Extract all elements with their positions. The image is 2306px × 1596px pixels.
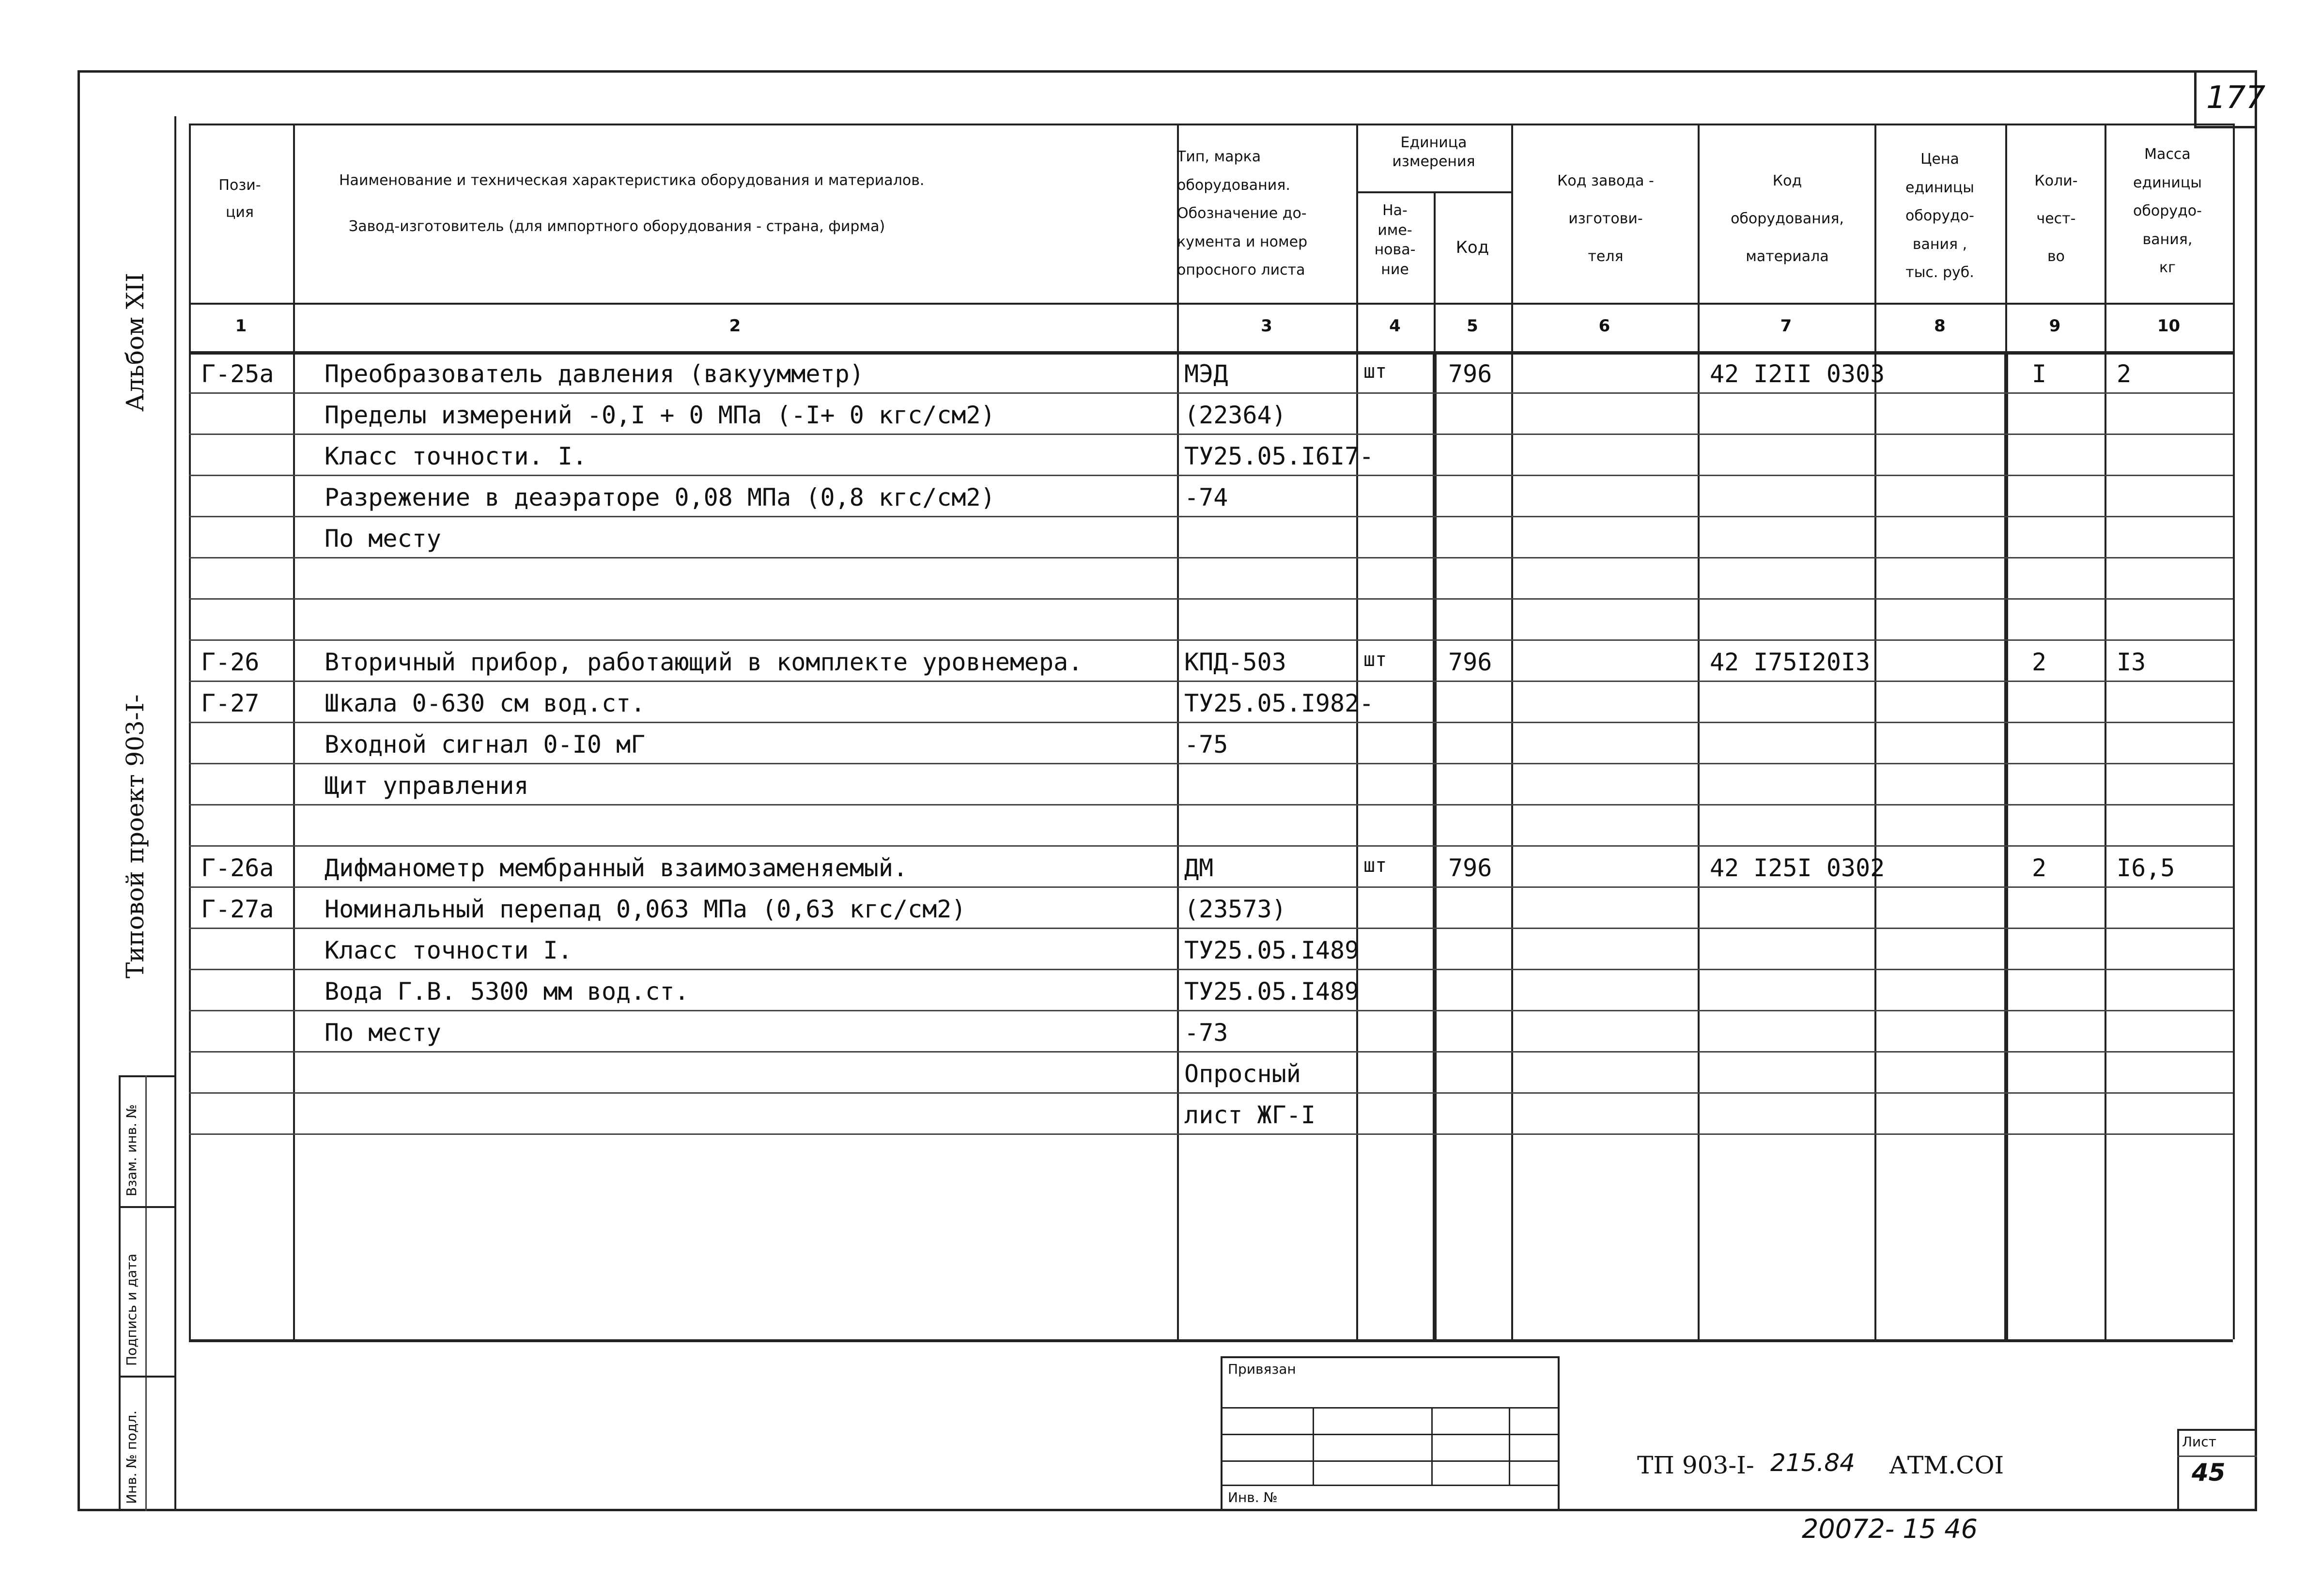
- inv-no-label: Инв. №: [1228, 1489, 1278, 1505]
- left-margin-line: [174, 116, 176, 1511]
- list-box-top: [2177, 1429, 2257, 1431]
- stamp-div-2: [119, 1376, 174, 1378]
- column-number-5: 5: [1467, 316, 1478, 336]
- column-number-3: 3: [1261, 316, 1272, 336]
- row-line-19: [189, 1133, 2233, 1135]
- column-line-6: [1698, 124, 1700, 1339]
- album-label: Альбом XII: [121, 273, 149, 412]
- list-box-left: [2177, 1429, 2179, 1511]
- row-line-16: [189, 1010, 2233, 1011]
- cell-unit: шт: [1363, 854, 1387, 877]
- header-unit-group: Единица измерения: [1392, 134, 1475, 170]
- column-number-6: 6: [1598, 316, 1610, 336]
- doc-code-suffix: АТМ.СОI: [1889, 1451, 2004, 1479]
- column-number-2: 2: [729, 316, 741, 336]
- cell-name: Входной сигнал 0-I0 мГ: [325, 730, 646, 759]
- header-unit-code: Код: [1455, 238, 1489, 257]
- list-box-mid: [2177, 1456, 2257, 1457]
- row-line-13: [189, 886, 2233, 888]
- privyazan-hline-4: [1221, 1485, 1560, 1486]
- cell-name: По месту: [325, 525, 441, 553]
- list-label: Лист: [2182, 1434, 2216, 1450]
- cell-name: Вторичный прибор, работающий в комплекте уровнемера.: [325, 648, 1083, 676]
- cell-type: -73: [1184, 1019, 1228, 1047]
- column-line-7: [1874, 124, 1876, 1339]
- cell-unit-code: 796: [1448, 360, 1492, 388]
- corner-sheet-number: 177: [2206, 80, 2266, 116]
- header-mass: Масса единицы оборудо- вания, кг: [2133, 146, 2202, 276]
- doc-code-handwritten: 215.84: [1770, 1449, 1855, 1477]
- row-line-9: [189, 722, 2233, 723]
- row-line-12: [189, 845, 2233, 847]
- colnum-top-line: [189, 303, 2233, 305]
- cell-name: По месту: [325, 1019, 441, 1047]
- row-line-4: [189, 516, 2233, 517]
- row-line-17: [189, 1051, 2233, 1053]
- column-line-10: [2233, 124, 2235, 1339]
- cell-name: Преобразователь давления (вакуумметр): [325, 360, 864, 388]
- cell-mass: I6,5: [2117, 854, 2175, 882]
- header-quantity: Коли- чест- во: [2034, 172, 2078, 265]
- row-line-14: [189, 928, 2233, 929]
- cell-quantity: 2: [2032, 648, 2047, 676]
- cell-equip-code: 42 I75I20I3: [1710, 648, 1871, 676]
- privyazan-vline-3: [1509, 1407, 1510, 1485]
- privyazan-label: Привязан: [1228, 1361, 1296, 1377]
- cell-position: Г-26а: [201, 854, 274, 882]
- privyazan-vline-1: [1313, 1407, 1314, 1485]
- cell-name: Пределы измерений -0,I + 0 МПа (-I+ 0 кгс/см2): [325, 401, 995, 429]
- row-line-3: [189, 475, 2233, 476]
- column-number-1: 1: [235, 316, 247, 336]
- cell-name: Шкала 0-630 см вод.ст.: [325, 689, 646, 717]
- column-line-2: [1177, 124, 1179, 1339]
- cell-unit-code: 796: [1448, 648, 1492, 676]
- column-number-7: 7: [1780, 316, 1792, 336]
- cell-quantity: 2: [2032, 854, 2047, 882]
- cell-name: Класс точности. I.: [325, 442, 587, 470]
- cell-quantity: I: [2032, 360, 2047, 388]
- header-position: Пози- ция: [218, 177, 261, 221]
- row-line-10: [189, 763, 2233, 764]
- cell-unit: шт: [1363, 649, 1387, 671]
- list-number: 45: [2192, 1458, 2226, 1487]
- cell-name: Вода Г.В. 5300 мм вод.ст.: [325, 977, 689, 1006]
- header-maker-code: Код завода - изготови- теля: [1557, 172, 1654, 265]
- column-line-9: [2105, 124, 2106, 1339]
- cell-position: Г-25а: [201, 360, 274, 388]
- row-line-8: [189, 681, 2233, 682]
- cell-type: ТУ25.05.I982-: [1184, 689, 1374, 717]
- table-bottom-line: [189, 1339, 2233, 1342]
- row-line-11: [189, 804, 2233, 806]
- cell-type: Опросный: [1184, 1060, 1301, 1088]
- privyazan-vline-2: [1431, 1407, 1433, 1485]
- cell-unit: шт: [1363, 360, 1387, 383]
- stamp-podpis-label: Подпись и дата: [124, 1254, 139, 1366]
- column-number-4: 4: [1389, 316, 1401, 336]
- cell-type: ТУ25.05.I489: [1184, 936, 1360, 964]
- cell-position: Г-26: [201, 648, 260, 676]
- cell-name: Класс точности I.: [325, 936, 573, 964]
- row-line-2: [189, 434, 2233, 435]
- header-name-line1: Наименование и техническая характеристика оборудования и материалов.: [339, 172, 925, 189]
- cell-type: ТУ25.05.I6I7-: [1184, 442, 1374, 470]
- cell-type: -74: [1184, 483, 1228, 511]
- row-line-1: [189, 392, 2233, 394]
- row-line-6: [189, 598, 2233, 600]
- colnum-bottom-line: [189, 351, 2233, 355]
- cell-type: лист ЖГ-I: [1184, 1101, 1316, 1129]
- stamp-vzam-label: Взам. инв. №: [124, 1104, 139, 1196]
- cell-name: Дифманометр мембранный взаимозаменяемый.: [325, 854, 908, 882]
- cell-type: ТУ25.05.I489: [1184, 977, 1360, 1006]
- cell-unit-code: 796: [1448, 854, 1492, 882]
- header-price: Цена единицы оборудо- вания , тыс. руб.: [1905, 151, 1974, 281]
- header-unit-name: На- име- нова- ние: [1374, 202, 1416, 278]
- cell-equip-code: 42 I2II 0303: [1710, 360, 1885, 388]
- unit-subheader-line: [1356, 191, 1511, 193]
- cell-name: Разрежение в деаэраторе 0,08 МПа (0,8 кгс/см2): [325, 483, 995, 511]
- column-number-10: 10: [2157, 316, 2181, 336]
- doc-code-prefix: ТП 903-I-: [1637, 1451, 1754, 1479]
- row-line-5: [189, 557, 2233, 558]
- cell-type: (22364): [1184, 401, 1286, 429]
- stamp-vline-2: [145, 1075, 147, 1511]
- cell-type: (23573): [1184, 895, 1286, 923]
- column-line-0: [189, 124, 191, 1339]
- cell-mass: I3: [2117, 648, 2146, 676]
- column-line-5: [1511, 124, 1513, 1339]
- stamp-vline-1: [119, 1075, 121, 1511]
- stamp-div-1: [119, 1206, 174, 1208]
- column-number-8: 8: [1934, 316, 1946, 336]
- column-number-9: 9: [2049, 316, 2061, 336]
- stamp-inv-label: Инв. № подл.: [124, 1410, 139, 1504]
- column-line-3: [1356, 124, 1358, 1339]
- cell-position: Г-27а: [201, 895, 274, 923]
- cell-type: МЭД: [1184, 360, 1228, 388]
- header-equip-code: Код оборудования, материала: [1731, 172, 1844, 265]
- cell-type: ДМ: [1184, 854, 1214, 882]
- cell-name: Номинальный перепад 0,063 МПа (0,63 кгс/см2): [325, 895, 966, 923]
- row-line-15: [189, 969, 2233, 970]
- column-line-1: [293, 124, 295, 1339]
- cell-equip-code: 42 I25I 0302: [1710, 854, 1885, 882]
- cell-type: КПД-503: [1184, 648, 1286, 676]
- row-line-18: [189, 1092, 2233, 1094]
- header-type: Тип, марка оборудования. Обозначение до- кумента и номер опросного листа: [1177, 148, 1308, 279]
- cell-mass: 2: [2117, 360, 2132, 388]
- cell-name: Щит управления: [325, 772, 529, 800]
- cell-type: -75: [1184, 730, 1228, 759]
- row-line-7: [189, 639, 2233, 641]
- footer-code: 20072- 15 46: [1802, 1514, 1978, 1544]
- header-name-line2: Завод-изготовитель (для импортного оборудования - страна, фирма): [349, 218, 885, 235]
- project-label: Типовой проект 903-I-: [121, 694, 149, 978]
- cell-position: Г-27: [201, 689, 260, 717]
- header-top-line: [189, 124, 2233, 125]
